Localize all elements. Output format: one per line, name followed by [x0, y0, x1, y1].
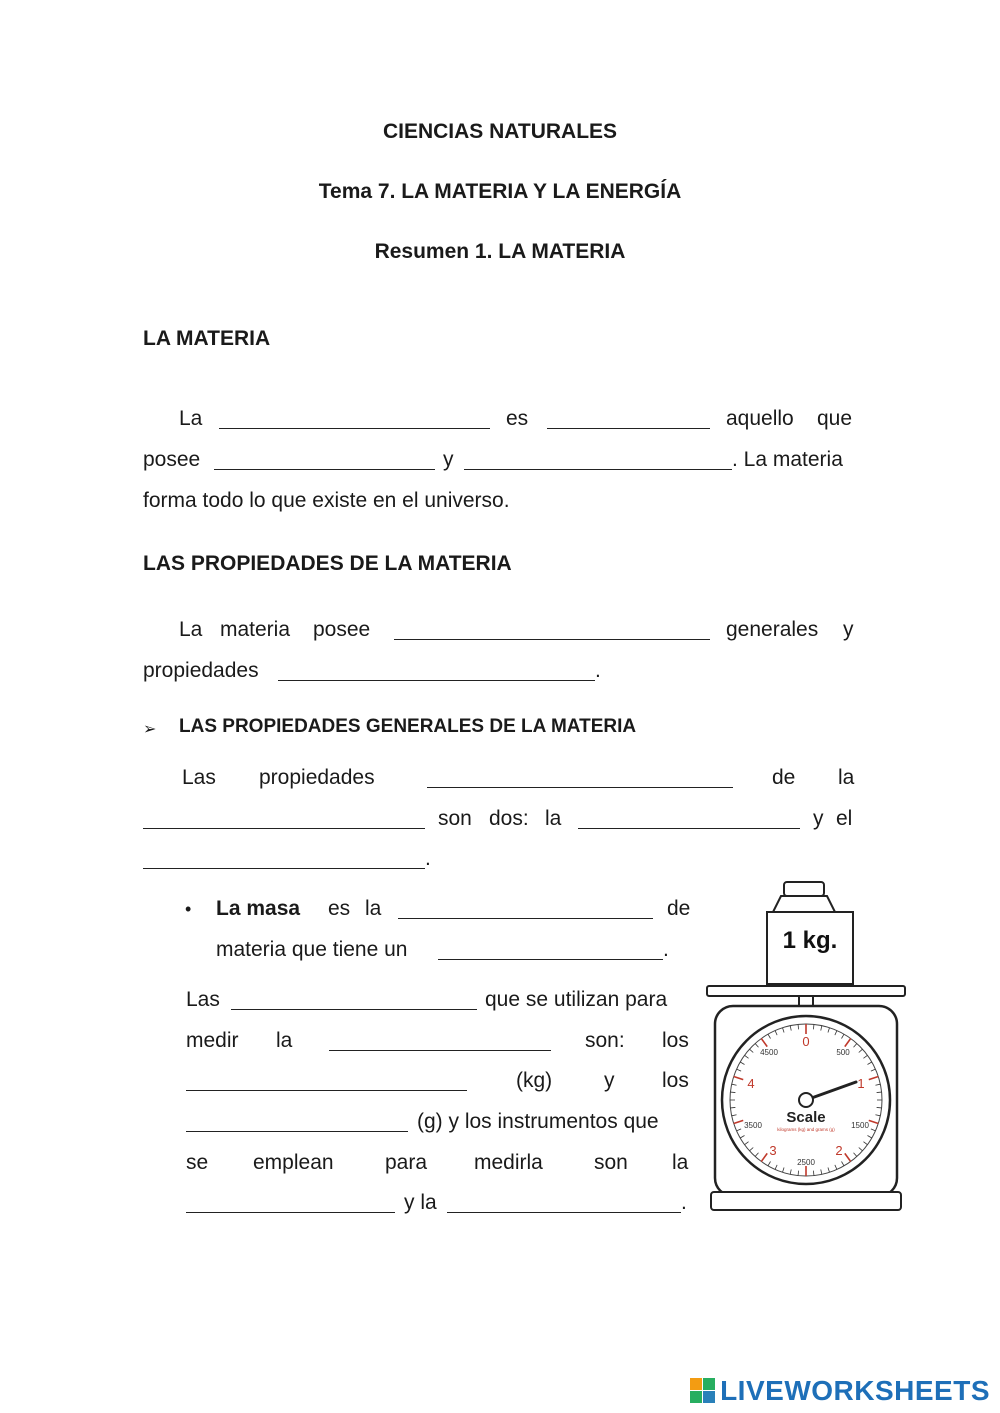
blank-field[interactable] — [186, 1090, 467, 1091]
text-word: emplean — [253, 1151, 334, 1174]
scale-brand-label: Scale — [786, 1109, 826, 1126]
dial-number: 2 — [835, 1143, 843, 1158]
text-word: de — [772, 766, 796, 789]
text-line: materia que tiene un — [216, 938, 408, 961]
text-word: la — [365, 897, 382, 920]
dial-hub — [799, 1093, 813, 1107]
period: . — [681, 1191, 687, 1214]
blank-field[interactable] — [398, 918, 653, 919]
subsection-heading: LAS PROPIEDADES GENERALES DE LA MATERIA — [179, 716, 637, 737]
period: . — [425, 847, 431, 870]
text-word: el — [836, 807, 853, 830]
blank-field[interactable] — [231, 1009, 477, 1010]
blank-field[interactable] — [447, 1212, 681, 1213]
text-word: que — [817, 407, 853, 430]
text-word: medirla — [474, 1151, 543, 1174]
text-word: Las — [182, 766, 216, 789]
text-word: los — [662, 1069, 689, 1092]
text-word: aquello — [726, 407, 794, 430]
text-word: (kg) — [516, 1069, 553, 1092]
text-word: es — [328, 897, 351, 920]
dial-tick — [798, 1024, 799, 1029]
text-line: (g) y los instrumentos que — [417, 1110, 659, 1133]
dial-number: 1 — [857, 1076, 865, 1091]
blank-field[interactable] — [143, 868, 425, 869]
dial-tick — [877, 1107, 882, 1108]
liveworksheets-logo — [690, 1377, 990, 1405]
text-word: se — [186, 1151, 209, 1174]
text-word: . La materia — [732, 448, 843, 471]
text-word: la — [672, 1151, 689, 1174]
section-heading-propiedades: LAS PROPIEDADES DE LA MATERIA — [143, 552, 512, 575]
text-word: posee — [313, 618, 371, 641]
scale-platter — [707, 986, 905, 996]
bullet-icon: • — [185, 899, 192, 919]
text-word: La — [179, 407, 203, 430]
blank-field[interactable] — [214, 469, 435, 470]
text-word: y — [843, 618, 854, 641]
text-word: propiedades — [143, 659, 259, 682]
text-word: y — [813, 807, 824, 830]
text-word: es — [506, 407, 529, 430]
blank-field[interactable] — [578, 828, 800, 829]
text-word: la — [838, 766, 855, 789]
text-word: y la — [404, 1191, 437, 1214]
text-word: posee — [143, 448, 201, 471]
blank-field[interactable] — [464, 469, 732, 470]
weight-neck — [773, 896, 835, 912]
blank-field[interactable] — [278, 680, 595, 681]
text-word: y — [604, 1069, 615, 1092]
text-word: la — [545, 807, 562, 830]
liveworksheets-brand-text: LIVEWORKSHEETS — [720, 1375, 990, 1406]
text-word: materia — [220, 618, 291, 641]
scale-stem — [799, 996, 813, 1006]
dial-tick — [798, 1171, 799, 1176]
blank-field[interactable] — [438, 959, 663, 960]
blank-field[interactable] — [547, 428, 710, 429]
text-word: son — [438, 807, 472, 830]
text-word: Las — [186, 988, 220, 1011]
subject-title: CIENCIAS NATURALES — [382, 120, 618, 143]
scale-units-label: kilograms (kg) and grams (g) — [777, 1127, 835, 1132]
text-word: la — [276, 1029, 293, 1052]
text-word: La — [179, 618, 203, 641]
dial-number: 3500 — [744, 1121, 762, 1130]
text-word: los — [662, 1029, 689, 1052]
text-word: medir — [186, 1029, 239, 1052]
text-word: dos: — [489, 807, 529, 830]
text-line: forma todo lo que existe en el universo. — [143, 489, 510, 512]
kitchen-scale-illustration — [703, 878, 909, 1218]
weight-label: 1 kg. — [782, 927, 838, 954]
scale-base — [711, 1192, 901, 1210]
dial-tick — [730, 1092, 735, 1093]
blank-field[interactable] — [143, 828, 425, 829]
text-word: que se utilizan para — [485, 988, 668, 1011]
blank-field[interactable] — [186, 1131, 408, 1132]
period: . — [663, 938, 669, 961]
dial-tick — [877, 1092, 882, 1093]
section-heading-materia: LA MATERIA — [143, 327, 271, 350]
blank-field[interactable] — [394, 639, 710, 640]
dial-number: 4500 — [760, 1048, 778, 1057]
dial-tick — [730, 1107, 735, 1108]
dial-number: 500 — [836, 1048, 850, 1057]
blank-field[interactable] — [219, 428, 490, 429]
text-word: de — [667, 897, 691, 920]
blank-field[interactable] — [427, 787, 733, 788]
blank-field[interactable] — [329, 1050, 551, 1051]
dial-number: 2500 — [797, 1158, 815, 1167]
blank-field[interactable] — [186, 1212, 395, 1213]
text-word: son — [594, 1151, 628, 1174]
dial-tick — [813, 1024, 814, 1029]
period: . — [595, 659, 601, 682]
text-word: generales — [726, 618, 819, 641]
summary-title: Resumen 1. LA MATERIA — [374, 240, 626, 263]
dial-tick — [813, 1171, 814, 1176]
dial-number: 3 — [769, 1143, 777, 1158]
weight-handle — [784, 882, 824, 896]
text-word: propiedades — [259, 766, 375, 789]
dial-number: 0 — [802, 1034, 810, 1049]
topic-title: Tema 7. LA MATERIA Y LA ENERGÍA — [318, 180, 682, 203]
dial-number: 1500 — [851, 1121, 869, 1130]
liveworksheets-logo-icon — [690, 1378, 716, 1404]
text-word: y — [443, 448, 454, 471]
term-la-masa: La masa — [216, 897, 301, 920]
text-word: son: — [585, 1029, 625, 1052]
arrow-bullet-icon: ➢ — [143, 721, 157, 738]
text-word: para — [385, 1151, 428, 1174]
dial-number: 4 — [747, 1076, 755, 1091]
